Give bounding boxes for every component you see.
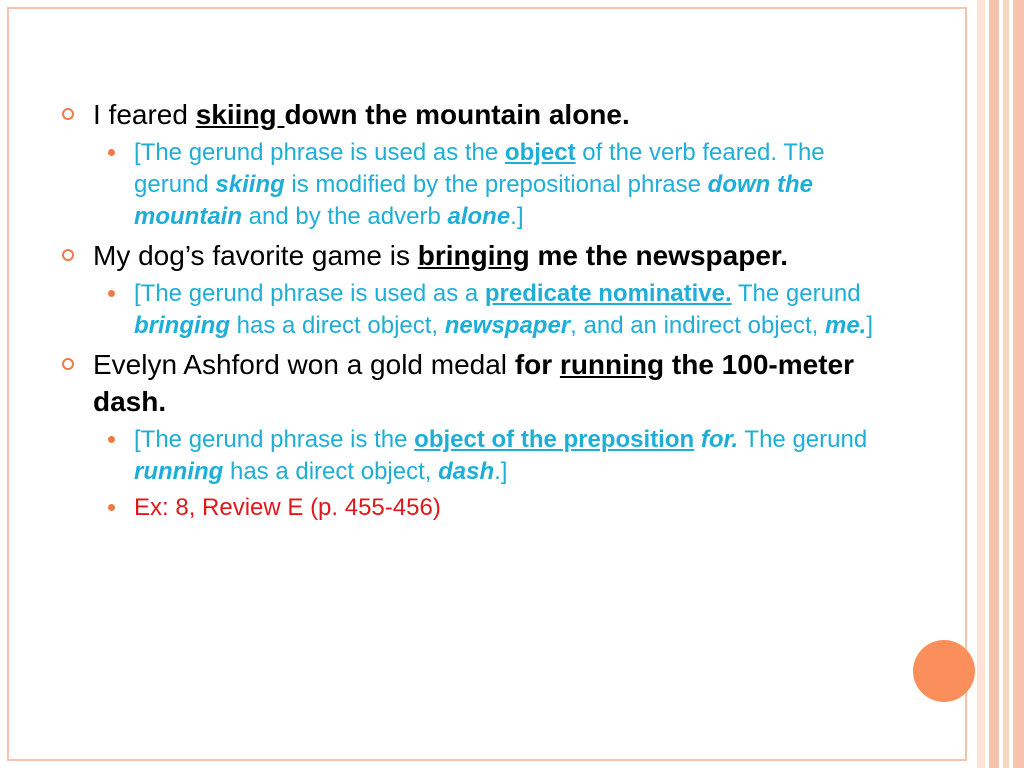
term: running [134, 458, 224, 485]
sub-bullet-skiing-explanation [62, 137, 892, 233]
text: , and an indirect object, [570, 312, 825, 339]
text: is modified by the prepositional phrase [284, 171, 708, 198]
text: and by the adverb [242, 203, 448, 230]
bullet-item-running [62, 346, 892, 420]
stripe [977, 0, 985, 768]
text: ] [866, 312, 874, 339]
text: The gerund [731, 280, 861, 307]
text: [The gerund phrase is the [134, 426, 415, 453]
gerund: bringing [417, 240, 530, 271]
term: me. [824, 312, 867, 339]
term: skiing [215, 171, 285, 198]
text: .] [494, 458, 508, 485]
stripe [989, 0, 999, 768]
gerund: running [559, 349, 665, 380]
decorative-circle [913, 640, 975, 702]
text: of the verb feared. The gerund [134, 139, 825, 198]
term: for. [700, 426, 739, 453]
term: alone [447, 203, 511, 230]
circle-bullet-icon [62, 249, 74, 261]
text: for [514, 349, 560, 380]
dot-bullet-icon [108, 436, 115, 443]
term: newspaper [444, 312, 571, 339]
text: The gerund [738, 426, 868, 453]
dot-bullet-icon [108, 504, 115, 511]
term: predicate nominative. [484, 280, 732, 307]
text [694, 426, 701, 453]
text: has a direct object, [223, 458, 439, 485]
gerund: skiing [195, 99, 285, 130]
text: Evelyn Ashford won a gold medal [93, 349, 515, 380]
text: My dog’s favorite game is [93, 240, 418, 271]
term: dash [438, 458, 495, 485]
decorative-stripes [977, 0, 1024, 768]
text: I feared [93, 99, 196, 130]
exercise-reference: Ex: 8, Review E (p. 455-456) [134, 494, 441, 521]
text: [The gerund phrase is used as the [134, 139, 505, 166]
slide-content [62, 96, 892, 528]
sub-bullet-running-explanation [62, 424, 892, 488]
circle-bullet-icon [62, 108, 74, 120]
term: object of the preposition [414, 426, 695, 453]
bullet-item-skiing [62, 96, 892, 133]
circle-bullet-icon [62, 358, 74, 370]
text: .] [510, 203, 524, 230]
text: down the mountain alone. [284, 99, 630, 130]
text: the 100-meter dash. [93, 349, 854, 417]
sub-bullet-exercise [62, 492, 892, 524]
dot-bullet-icon [108, 149, 115, 156]
text: has a direct object, [229, 312, 445, 339]
term: down the mountain [134, 171, 813, 230]
stripe [1013, 0, 1024, 768]
bullet-item-bringing [62, 237, 892, 274]
text: [The gerund phrase is used as a [134, 280, 485, 307]
term: bringing [134, 312, 230, 339]
sub-bullet-bringing-explanation [62, 278, 892, 342]
dot-bullet-icon [108, 290, 115, 297]
stripe [1003, 0, 1009, 768]
term: object [504, 139, 576, 166]
text: me the newspaper. [529, 240, 789, 271]
